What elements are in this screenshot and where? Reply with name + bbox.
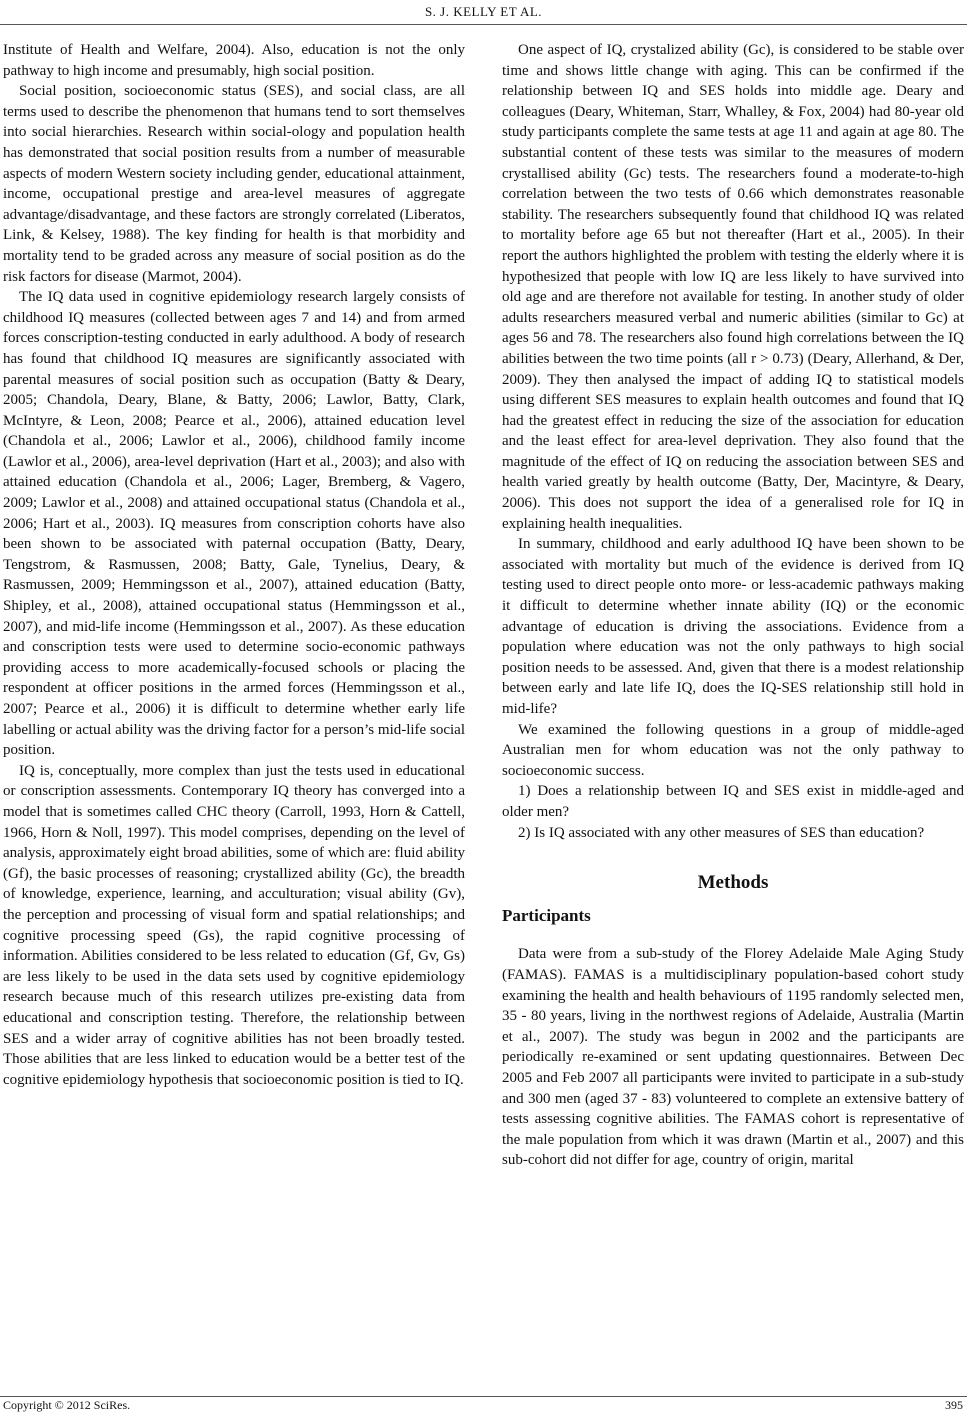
left-paragraph-4: IQ is, conceptually, more complex than just the tests used in educational or conscription assessments. Contemporary IQ theory has converged into a model that is sometimes called CHC theory (Carroll, 1993, Horn & Cattell, 1966, Horn & Noll, 1997). This model comprises, depending on the level of analysis, approximately eight broad abilities, some of which are: fluid ability (Gf), the basic processes of reasoning; crystallized ability (Gc), the breadth of knowledge, experience, learning, and acculturation; visual ability (Gv), the perception and processing of visual form and spatial relationships; and cognitive processing speed (Gs), the rapid cognitive processing of information. Abilities considered to be less related to education (Gf, Gv, Gs) are less likely to be used in the data sets used by cognitive epidemiology research because much of this research utilizes pre-existing data from educational and conscription testing. Therefore, the relationship between SES and a wider array of cognitive abilities has not been broadly tested. Those abilities that are less linked to education would be a better test of the cognitive epidemiology hypothesis that socioeconomic position is tied to IQ. [3, 762, 465, 1088]
right-paragraph-2: In summary, childhood and early adulthood IQ have been shown to be associated with mortality but much of the evidence is derived from IQ testing used to direct people onto more- or less-academic pathways making it difficult to determine whether innate ability (IQ) or the economic advantage of education is driving the associations. Evidence from a population where education was not the only pathways to high social position needs to be assessed. And, given that there is a modest relationship between early and late life IQ, does the IQ-SES relationship still hold in mid-life? [502, 536, 964, 717]
copyright-notice: Copyright © 2012 SciRes. [3, 1398, 131, 1412]
left-paragraph-1: Institute of Health and Welfare, 2004). Also, education is not the only pathway to high income and presumably, high social position. [3, 42, 465, 79]
subsection-heading-participants: Participants [502, 905, 591, 925]
running-header: S. J. KELLY ET AL. [424, 4, 543, 19]
research-question-1: 1) Does a relationship between IQ and SES exist in middle-aged and older men? [502, 783, 964, 820]
page-number: 395 [945, 1398, 963, 1412]
footer-divider [0, 1396, 967, 1397]
header-divider [0, 24, 967, 25]
right-paragraph-1: One aspect of IQ, crystalized ability (Gc), is considered to be stable over time and shows little change with aging. This can be confirmed if the relationship between IQ and SES holds into middle age. Deary and colleagues (Deary, Whiteman, Starr, Whalley, & Fox, 2004) had 80-year old study participants complete the same tests at age 11 and again at age 80. The substantial content of these tests was similar to the measures of modern crystallised ability (Gc) tests. The researchers found a moderate-to-high correlation between the two tests of 0.66 which demonstrates reasonable stability. The researchers subsequently found that childhood IQ was related to mortality before age 65 but not thereafter (Hart et al., 2005). In their report the authors highlighted the problem with testing the elderly where it is hypothesized that people with low IQ are less likely to have survived into old age and are therefore not available for testing. In another study of older adults researchers measured verbal and numeric abilities (similar to Gc) at ages 56 and 78. The researchers also found high correlations between the IQ abilities between the two time points (all r > 0.73) (Deary, Allerhand, & Der, 2009). They then analysed the impact of adding IQ to statistical models using different SES measures to explain health outcomes and found that IQ had the greatest effect in reducing the size of the association for education and the least effect for area-level deprivation. They also found that the magnitude of the effect of IQ on reducing the association between SES and health varied greatly by health outcome (Batty, Der, Macintyre, & Deary, 2006). This does not support the idea of a generalised role for IQ in explaining health inequalities. [502, 42, 964, 532]
section-heading-methods: Methods [697, 872, 769, 894]
left-paragraph-3: The IQ data used in cognitive epidemiology research largely consists of childhood IQ measures (collected between ages 7 and 14) and from armed forces conscription-testing conducted in early adulthood. A body of research has found that childhood IQ measures are significantly associated with parental measures of social position such as occupation (Batty & Deary, 2005; Chandola, Deary, Blane, & Batty, 2006; Lawlor, Batty, Clark, McIntyre, & Leon, 2008; Pearce et al., 2006), attained education level (Chandola et al., 2006; Lawlor et al., 2006), childhood family income (Lawlor et al., 2006), area-level deprivation (Hart et al., 2003); and also with attained education (Chandola et al., 2006; Lager, Bremberg, & Vagero, 2009; Lawlor et al., 2008) and attained occupational status (Chandola et al., 2006; Hart et al., 2003). IQ measures from conscription cohorts have also been shown to be associated with paternal occupation (Batty, Deary, Tengstrom, & Rasmussen, 2008; Batty, Gale, Tynelius, Deary, & Rasmussen, 2009; Hemmingsson et al., 2007), attained education (Batty, Shipley, et al., 2008), attained occupational status (Hemmingsson et al., 2007), and mid-life income (Hemmingsson et al., 2007). As these education and conscription tests were used to determine socio-economic pathways providing access to more academically-focused schools or placing the respondent at officer positions in the armed forces (Hemmingsson et al., 2007; Pearce et al., 2006) it is difficult to determine whether early life labelling or actual ability was the driving factor for a person’s mid-life social position. [3, 289, 465, 759]
left-column [3, 40, 465, 1090]
right-paragraph-3: We examined the following questions in a group of middle-aged Australian men for whom education was not the only pathway to socioeconomic success. [502, 721, 964, 779]
research-question-2: 2) Is IQ associated with any other measures of SES than education? [518, 824, 925, 841]
left-paragraph-2: Social position, socioeconomic status (SES), and social class, are all terms used to describe the phenomenon that humans tend to sort themselves into social hierarchies. Research within social-ology and population health has demonstrated that social position results from a number of measurable aspects of modern Western society including gender, educational attainment, income, occupational prestige and area-level measures of aggregate advantage/disadvantage, and these factors are strongly correlated (Liberatos, Link, & Kelsey, 1988). The key finding for health is that morbidity and mortality tend to be graded across any measure of social position as do the risk factors for disease (Marmot, 2004). [3, 83, 465, 285]
right-column [502, 40, 964, 1171]
right-paragraph-participants: Data were from a sub-study of the Florey Adelaide Male Aging Study (FAMAS). FAMAS is a multidisciplinary population-based cohort study examining the health and health behaviours of 1195 randomly selected men, 35 - 80 years, living in the northwest regions of Adelaide, Australia (Martin et al., 2007). The study was begun in 2002 and the participants are periodically re-examined or sent updating questionnaires. Between Dec 2005 and Feb 2007 all participants were invited to participate in a sub-study and 300 men (aged 37 - 83) volunteered to complete an extensive battery of tests assessing cognitive abilities. The FAMAS cohort is representative of the male population from which it was drawn (Martin et al., 2007) and this sub-cohort did not differ for age, country of origin, marital [502, 946, 964, 1169]
